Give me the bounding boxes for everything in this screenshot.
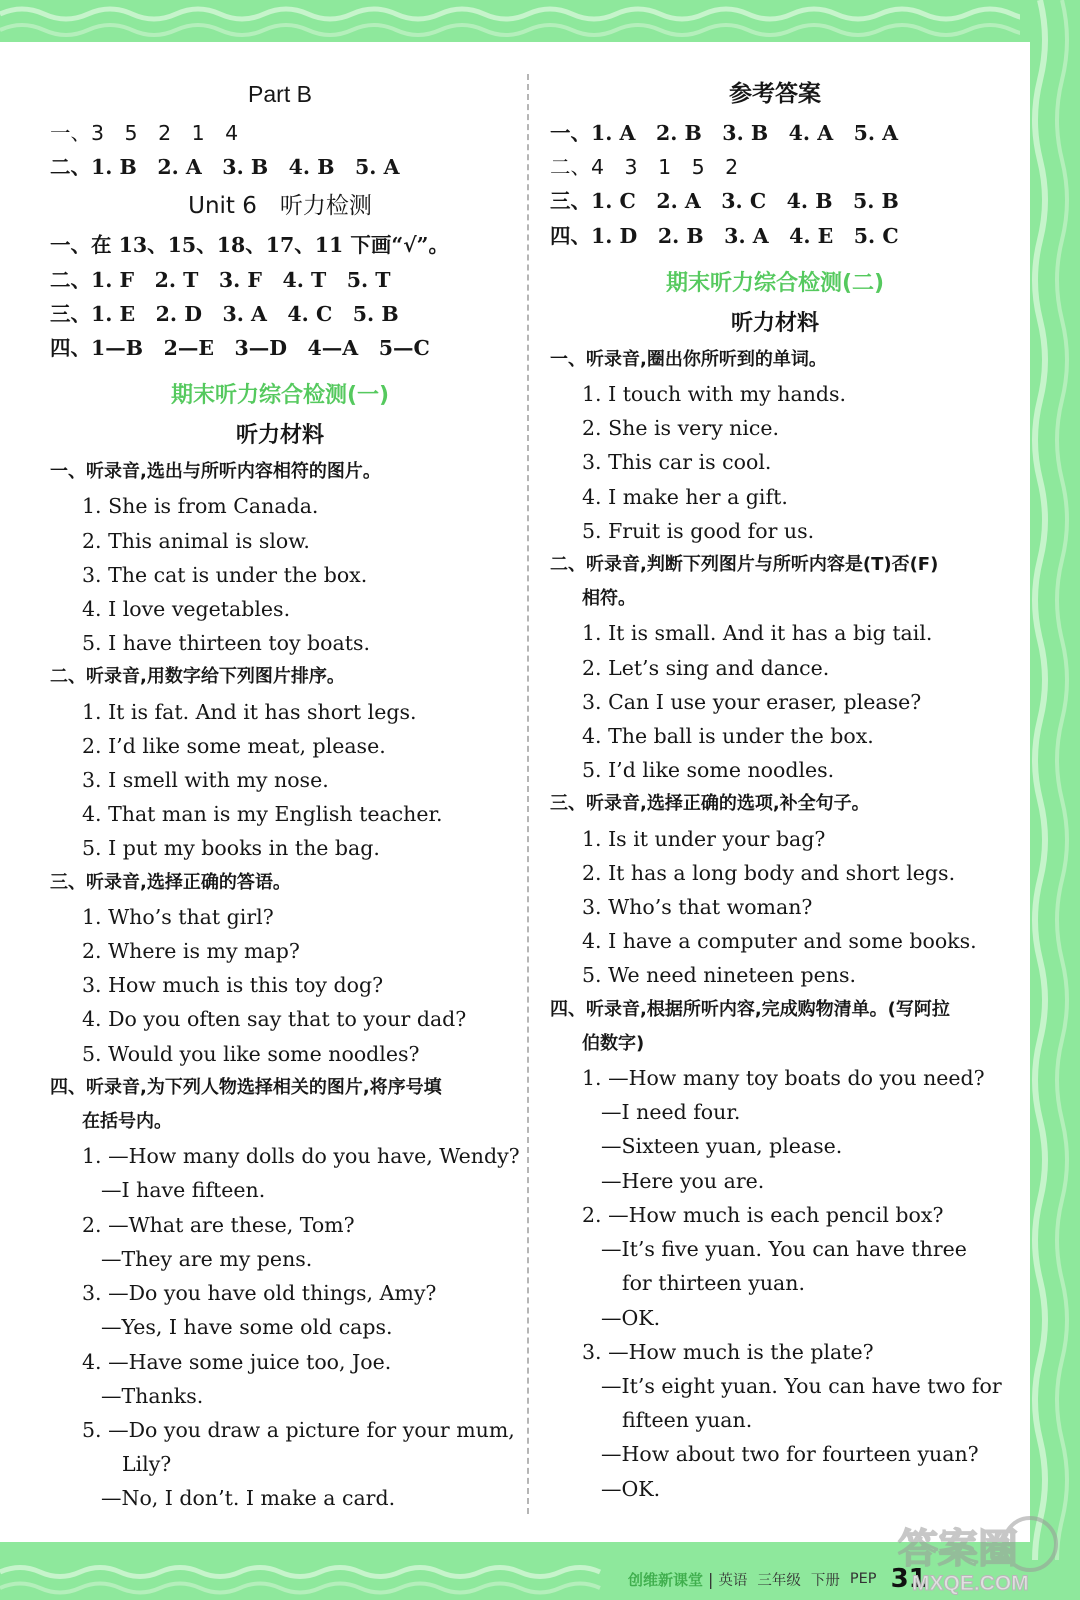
dialog-line: 3. —Do you have old things, Amy? (82, 1281, 437, 1306)
exam1-section-4-head: 四、听录音,为下列人物选择相关的图片,将序号填 (50, 1076, 442, 1098)
answers-line-4: 四、1. D 2. B 3. A 4. E 5. C (550, 223, 899, 248)
dialog-line: —OK. (601, 1305, 661, 1330)
list-item: 3. Who’s that woman? (582, 895, 813, 920)
unit6-answer-2: 二、1. F 2. T 3. F 4. T 5. T (50, 267, 391, 292)
list-item: 3. Can I use your eraser, please? (582, 689, 922, 714)
dialog-line: fifteen yuan. (622, 1408, 753, 1433)
list-item: 5. We need nineteen pens. (582, 963, 857, 988)
exam2-section-4-head-cont: 伯数字) (582, 1032, 645, 1054)
dialog-line: —Thanks. (101, 1383, 204, 1408)
list-item: 5. Fruit is good for us. (582, 518, 815, 543)
list-item: 2. I’d like some meat, please. (82, 733, 386, 758)
list-item: 5. I have thirteen toy boats. (82, 631, 371, 656)
list-item: 2. It has a long body and short legs. (582, 860, 956, 885)
exam2-section-1-head: 一、听录音,圈出你所听到的单词。 (550, 348, 827, 370)
list-item: 4. I make her a gift. (582, 484, 788, 509)
exam2-subtitle: 听力材料 (730, 310, 819, 336)
dialog-line: 5. —Do you draw a picture for your mum, (82, 1417, 515, 1442)
dialog-line: —No, I don’t. I make a card. (101, 1486, 396, 1511)
list-item: 2. She is very nice. (582, 416, 780, 441)
footer-edition: PEP (849, 1571, 877, 1587)
exam1-section-2-head: 二、听录音,用数字给下列图片排序。 (50, 666, 345, 688)
exam1-section-4-head-cont: 在括号内。 (82, 1111, 172, 1133)
dialog-line: 2. —What are these, Tom? (82, 1212, 355, 1237)
page-number: 31 (890, 1564, 927, 1594)
list-item: 3. I smell with my nose. (82, 768, 329, 793)
right-column (550, 72, 1000, 1506)
exam2-section-3-head: 三、听录音,选择正确的选项,补全句子。 (550, 793, 870, 815)
part-b-answer-2: 二、1. B 2. A 3. B 4. B 5. A (50, 155, 400, 180)
exam2-section-4-head: 四、听录音,根据所听内容,完成购物清单。(写阿拉 (550, 998, 950, 1020)
footer-volume: 下册 (810, 1572, 840, 1589)
dialog-line: —Yes, I have some old caps. (101, 1315, 393, 1340)
watermark-url: MXQE.COM (912, 1572, 1029, 1595)
dialog-line: —It’s eight yuan. You can have two for (601, 1373, 1002, 1398)
answers-line-3: 三、1. C 2. A 3. C 4. B 5. B (550, 189, 899, 214)
answers-line-2: 二、4 3 1 5 2 (550, 155, 739, 180)
list-item: 2. This animal is slow. (82, 528, 310, 553)
dialog-line: 4. —Have some juice too, Joe. (82, 1349, 392, 1374)
exam1-subtitle: 听力材料 (235, 423, 324, 449)
list-item: 3. How much is this toy dog? (82, 973, 384, 998)
unit6-title: Unit 6 听力检测 (188, 193, 372, 220)
dialog-line: —How about two for fourteen yuan? (601, 1442, 979, 1467)
list-item: 3. This car is cool. (582, 450, 772, 475)
page-footer (628, 1564, 927, 1594)
list-item: 1. Is it under your bag? (582, 826, 826, 851)
dialog-line: for thirteen yuan. (622, 1271, 805, 1296)
list-item: 4. That man is my English teacher. (82, 802, 443, 827)
list-item: 1. She is from Canada. (82, 494, 319, 519)
list-item: 5. I put my books in the bag. (82, 836, 380, 861)
list-item: 3. The cat is under the box. (82, 562, 368, 587)
column-divider (527, 74, 529, 1514)
list-item: 1. It is fat. And it has short legs. (82, 699, 417, 724)
footer-grade: 三年级 (757, 1572, 801, 1589)
list-item: 4. Do you often say that to your dad? (82, 1007, 467, 1032)
footer-brand: 创维新课堂 (628, 1570, 704, 1589)
dialog-line: 2. —How much is each pencil box? (582, 1202, 944, 1227)
list-item: 1. I touch with my hands. (582, 382, 847, 407)
exam2-section-2-head-cont: 相符。 (582, 588, 636, 610)
footer-separator: | (708, 1569, 714, 1589)
dialog-line: —It’s five yuan. You can have three (601, 1237, 967, 1262)
dialog-line: —They are my pens. (101, 1246, 313, 1271)
unit6-answer-4: 四、1—B 2—E 3—D 4—A 5—C (50, 336, 430, 361)
list-item: 5. I’d like some noodles. (582, 758, 835, 783)
dialog-line: 1. —How many toy boats do you need? (582, 1066, 985, 1091)
exam1-section-1-head: 一、听录音,选出与所听内容相符的图片。 (50, 461, 381, 483)
part-b-answer-1: 一、3 5 2 1 4 (50, 121, 239, 145)
list-item: 4. I have a computer and some books. (582, 929, 977, 954)
list-item: 1. It is small. And it has a big tail. (582, 621, 933, 646)
exam1-title: 期末听力综合检测(一) (170, 383, 390, 409)
list-item: 2. Where is my map? (82, 939, 300, 964)
exam2-title: 期末听力综合检测(二) (665, 270, 885, 296)
list-item: 1. Who’s that girl? (82, 904, 274, 929)
dialog-line: —I need four. (601, 1100, 741, 1125)
part-b-title: Part B (248, 81, 312, 107)
list-item: 5. Would you like some noodles? (82, 1041, 420, 1066)
dialog-line: —Sixteen yuan, please. (601, 1134, 843, 1159)
dialog-line: —Here you are. (601, 1168, 765, 1193)
list-item: 4. The ball is under the box. (582, 724, 874, 749)
dialog-line: 1. —How many dolls do you have, Wendy? (82, 1144, 520, 1169)
dialog-line: 3. —How much is the plate? (582, 1339, 874, 1364)
dialog-line: Lily? (122, 1452, 172, 1477)
answers-line-1: 一、1. A 2. B 3. B 4. A 5. A (550, 121, 899, 145)
list-item: 2. Let’s sing and dance. (582, 655, 830, 680)
dialog-line: —OK. (601, 1476, 661, 1501)
exam2-section-2-head: 二、听录音,判断下列图片与所听内容是(T)否(F) (550, 554, 939, 576)
left-column (50, 72, 520, 1516)
unit6-answer-1: 一、在 13、15、18、17、11 下画“√”。 (50, 233, 449, 258)
unit6-answer-3: 三、1. E 2. D 3. A 4. C 5. B (50, 301, 399, 326)
footer-subject: 英语 (718, 1572, 748, 1589)
exam1-section-3-head: 三、听录音,选择正确的答语。 (50, 871, 291, 893)
watermark-logo-text: 答案圈 (898, 1526, 1018, 1572)
answers-title: 参考答案 (729, 81, 821, 107)
dialog-line: —I have fifteen. (101, 1178, 266, 1203)
list-item: 4. I love vegetables. (82, 597, 291, 622)
